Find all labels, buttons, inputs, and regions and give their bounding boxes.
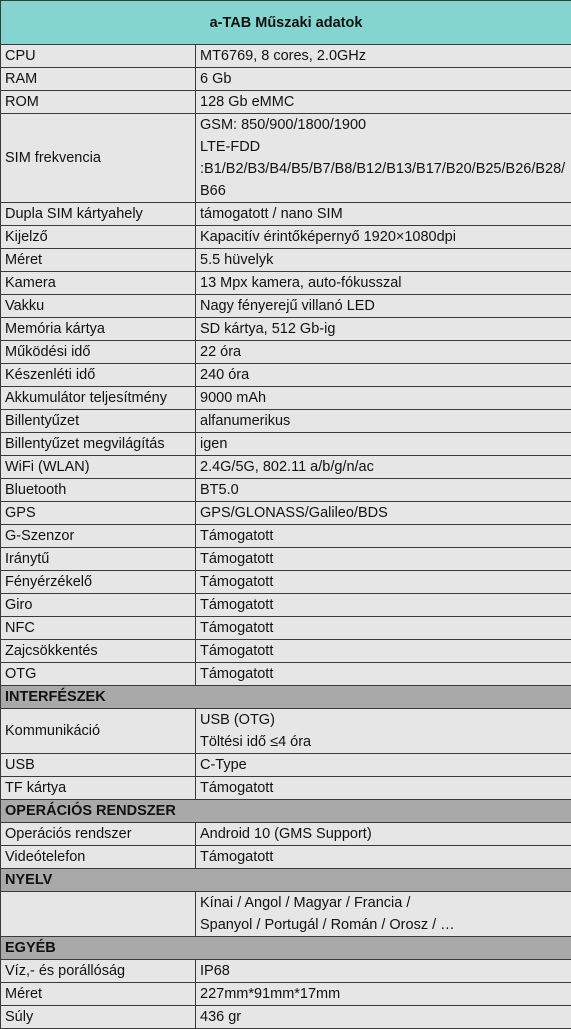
spec-value (196, 960, 571, 983)
spec-value-line: 436 gr (200, 1006, 567, 1028)
spec-value (196, 114, 571, 203)
spec-label: Víz,- és porállóság (1, 960, 196, 983)
spec-value-line: 227mm*91mm*17mm (200, 983, 567, 1005)
spec-row (1, 91, 571, 114)
spec-label: CPU (1, 45, 196, 68)
spec-label: Operációs rendszer (1, 823, 196, 846)
spec-value-line: 13 Mpx kamera, auto-fókusszal (200, 272, 567, 294)
spec-row (1, 709, 571, 754)
spec-value-line: alfanumerikus (200, 410, 567, 432)
spec-label: Készenléti idő (1, 364, 196, 387)
spec-value (196, 249, 571, 272)
spec-value-line: :B1/B2/B3/B4/B5/B7/B8/B12/B13/B17/B20/B25/B26/B28/B66 (200, 158, 567, 202)
section-header-row (1, 800, 571, 823)
spec-value (196, 525, 571, 548)
spec-value-line: GSM: 850/900/1800/1900 (200, 114, 567, 136)
spec-row (1, 114, 571, 203)
spec-value-line: Android 10 (GMS Support) (200, 823, 567, 845)
spec-row (1, 479, 571, 502)
spec-value (196, 364, 571, 387)
spec-row (1, 663, 571, 686)
spec-label: Dupla SIM kártyahely (1, 203, 196, 226)
spec-value (196, 571, 571, 594)
spec-value-line: GPS/GLONASS/Galileo/BDS (200, 502, 567, 524)
spec-value (196, 341, 571, 364)
spec-row (1, 960, 571, 983)
spec-row (1, 410, 571, 433)
spec-value (196, 594, 571, 617)
spec-value-line: Kínai / Angol / Magyar / Francia / (200, 892, 567, 914)
spec-value-line: Támogatott (200, 548, 567, 570)
spec-value-line: Támogatott (200, 846, 567, 868)
spec-value (196, 892, 571, 937)
spec-label: Akkumulátor teljesítmény (1, 387, 196, 410)
spec-value-line: 6 Gb (200, 68, 567, 90)
spec-value (196, 272, 571, 295)
spec-value-line: igen (200, 433, 567, 455)
spec-row (1, 68, 571, 91)
spec-row (1, 387, 571, 410)
spec-label (1, 892, 196, 937)
spec-row (1, 341, 571, 364)
spec-value (196, 983, 571, 1006)
spec-value (196, 387, 571, 410)
spec-label: GPS (1, 502, 196, 525)
section-header: NYELV (1, 869, 571, 892)
spec-row (1, 594, 571, 617)
spec-value (196, 640, 571, 663)
spec-row (1, 571, 571, 594)
spec-value-line: támogatott / nano SIM (200, 203, 567, 225)
spec-value-line: 240 óra (200, 364, 567, 386)
spec-value-line: C-Type (200, 754, 567, 776)
spec-value-line: Támogatott (200, 594, 567, 616)
spec-value (196, 709, 571, 754)
spec-value (196, 68, 571, 91)
spec-value-line: IP68 (200, 960, 567, 982)
spec-row (1, 892, 571, 937)
spec-value-line: Töltési idő ≤4 óra (200, 731, 567, 753)
spec-label: Méret (1, 983, 196, 1006)
spec-row (1, 525, 571, 548)
spec-value-line: 2.4G/5G, 802.11 a/b/g/n/ac (200, 456, 567, 478)
spec-value (196, 456, 571, 479)
spec-value-line: Nagy fényerejű villanó LED (200, 295, 567, 317)
spec-label: USB (1, 754, 196, 777)
spec-value (196, 410, 571, 433)
spec-label: Kijelző (1, 226, 196, 249)
spec-label: RAM (1, 68, 196, 91)
spec-row (1, 754, 571, 777)
section-header-row (1, 937, 571, 960)
spec-label: Fényérzékelő (1, 571, 196, 594)
spec-value (196, 203, 571, 226)
spec-value (196, 318, 571, 341)
spec-row (1, 249, 571, 272)
spec-label: Súly (1, 1006, 196, 1029)
spec-label: NFC (1, 617, 196, 640)
spec-value-line: 9000 mAh (200, 387, 567, 409)
spec-row (1, 45, 571, 68)
spec-value (196, 663, 571, 686)
spec-label: Videótelefon (1, 846, 196, 869)
spec-row (1, 1006, 571, 1029)
section-header: INTERFÉSZEK (1, 686, 571, 709)
section-header-row (1, 869, 571, 892)
spec-value-line: 5.5 hüvelyk (200, 249, 567, 271)
spec-label: Zajcsökkentés (1, 640, 196, 663)
spec-value (196, 548, 571, 571)
spec-value (196, 823, 571, 846)
spec-value (196, 91, 571, 114)
spec-value (196, 502, 571, 525)
spec-label: Kommunikáció (1, 709, 196, 754)
spec-row (1, 617, 571, 640)
spec-value (196, 479, 571, 502)
spec-value-line: Támogatott (200, 617, 567, 639)
table-title: a-TAB Műszaki adatok (1, 1, 571, 45)
spec-label: Giro (1, 594, 196, 617)
spec-label: OTG (1, 663, 196, 686)
spec-row (1, 846, 571, 869)
spec-value-line: Támogatott (200, 571, 567, 593)
spec-value (196, 777, 571, 800)
spec-value-line: SD kártya, 512 Gb-ig (200, 318, 567, 340)
spec-value-line: Támogatott (200, 777, 567, 799)
spec-label: Kamera (1, 272, 196, 295)
spec-row (1, 548, 571, 571)
spec-row (1, 433, 571, 456)
spec-row (1, 983, 571, 1006)
spec-value (196, 45, 571, 68)
spec-row (1, 295, 571, 318)
section-header: EGYÉB (1, 937, 571, 960)
spec-row (1, 640, 571, 663)
spec-table-body (1, 1, 571, 1029)
section-header-row (1, 686, 571, 709)
section-header: OPERÁCIÓS RENDSZER (1, 800, 571, 823)
spec-value-line: MT6769, 8 cores, 2.0GHz (200, 45, 567, 67)
spec-label: Vakku (1, 295, 196, 318)
spec-row (1, 502, 571, 525)
spec-label: ROM (1, 91, 196, 114)
spec-value-line: Spanyol / Portugál / Román / Orosz / … (200, 914, 567, 936)
spec-value-line: BT5.0 (200, 479, 567, 501)
spec-value-line: USB (OTG) (200, 709, 567, 731)
spec-value-line: Támogatott (200, 525, 567, 547)
spec-row (1, 823, 571, 846)
spec-value-line: Támogatott (200, 640, 567, 662)
spec-label: Memória kártya (1, 318, 196, 341)
spec-row (1, 456, 571, 479)
spec-label: Bluetooth (1, 479, 196, 502)
spec-label: G-Szenzor (1, 525, 196, 548)
spec-value-line: LTE-FDD (200, 136, 567, 158)
spec-value-line: Kapacitív érintőképernyő 1920×1080dpi (200, 226, 567, 248)
spec-label: TF kártya (1, 777, 196, 800)
spec-row (1, 364, 571, 387)
spec-label: Billentyűzet megvilágítás (1, 433, 196, 456)
spec-value-line: 128 Gb eMMC (200, 91, 567, 113)
spec-value (196, 617, 571, 640)
spec-label: Méret (1, 249, 196, 272)
spec-row (1, 777, 571, 800)
spec-value (196, 754, 571, 777)
spec-label: WiFi (WLAN) (1, 456, 196, 479)
spec-value (196, 1006, 571, 1029)
spec-row (1, 318, 571, 341)
spec-value (196, 295, 571, 318)
spec-label: Billentyűzet (1, 410, 196, 433)
spec-row (1, 272, 571, 295)
spec-value (196, 433, 571, 456)
spec-row (1, 203, 571, 226)
spec-value-line: Támogatott (200, 663, 567, 685)
spec-value-line: 22 óra (200, 341, 567, 363)
spec-label: Iránytű (1, 548, 196, 571)
spec-label: SIM frekvencia (1, 114, 196, 203)
title-row (1, 1, 571, 45)
spec-value (196, 226, 571, 249)
spec-row (1, 226, 571, 249)
spec-value (196, 846, 571, 869)
spec-label: Működési idő (1, 341, 196, 364)
